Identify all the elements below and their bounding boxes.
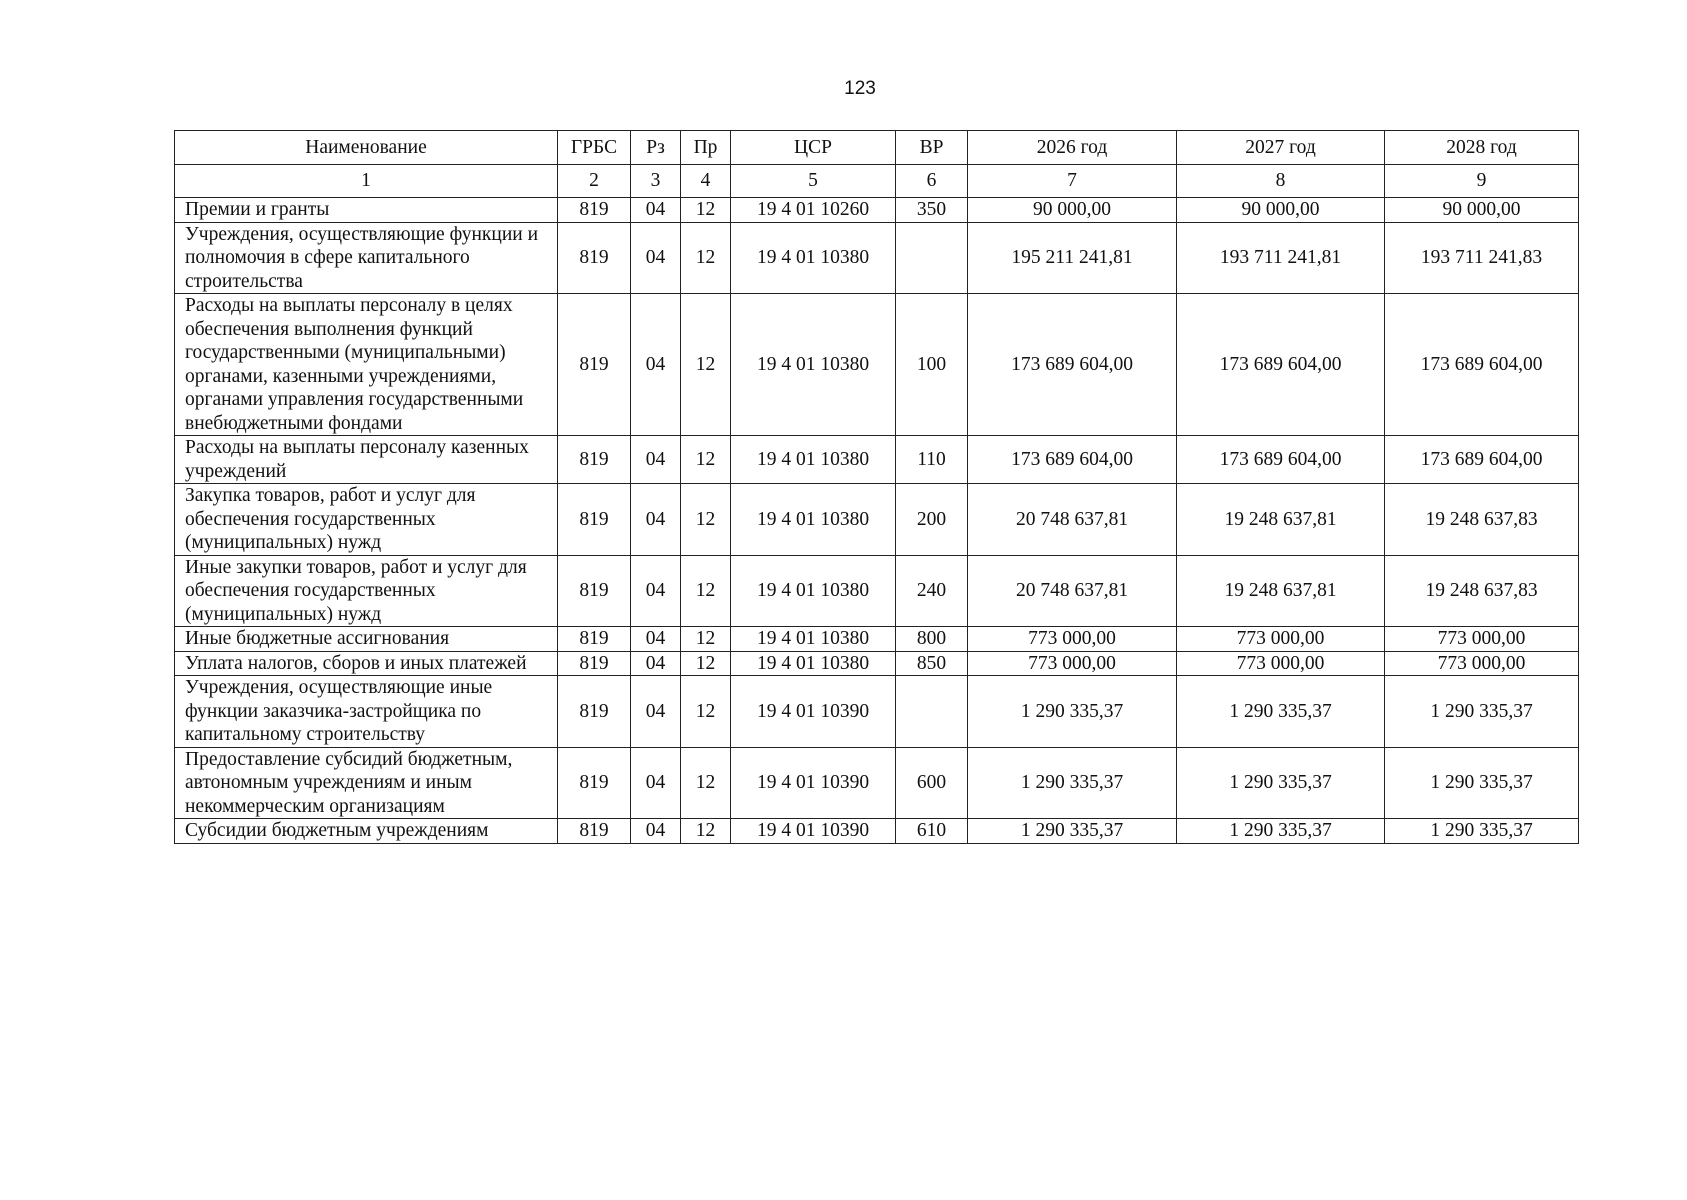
row-2026: 773 000,00: [968, 651, 1177, 676]
table-row: [175, 627, 1579, 652]
header-pr: Пр: [681, 131, 731, 165]
row-vr: 610: [896, 819, 968, 844]
row-grbs: 819: [558, 747, 631, 819]
row-pr: 12: [681, 222, 731, 294]
row-csr: 19 4 01 10390: [731, 747, 896, 819]
row-grbs: 819: [558, 555, 631, 627]
row-csr: 19 4 01 10380: [731, 484, 896, 556]
row-rz: 04: [631, 222, 681, 294]
row-2026: 1 290 335,37: [968, 819, 1177, 844]
row-2027: 1 290 335,37: [1177, 676, 1385, 748]
table-row: [175, 676, 1579, 748]
row-2026: 173 689 604,00: [968, 294, 1177, 436]
row-rz: 04: [631, 819, 681, 844]
row-2028: 1 290 335,37: [1385, 819, 1579, 844]
row-2027: 90 000,00: [1177, 198, 1385, 223]
row-rz: 04: [631, 484, 681, 556]
row-name: Расходы на выплаты персоналу казенных учреждений: [175, 436, 558, 484]
row-csr: 19 4 01 10390: [731, 819, 896, 844]
row-pr: 12: [681, 294, 731, 436]
row-csr: 19 4 01 10380: [731, 651, 896, 676]
row-2027: 173 689 604,00: [1177, 294, 1385, 436]
row-vr: 600: [896, 747, 968, 819]
row-vr: 350: [896, 198, 968, 223]
column-number: 7: [968, 165, 1177, 198]
row-csr: 19 4 01 10390: [731, 676, 896, 748]
row-rz: 04: [631, 198, 681, 223]
row-2027: 19 248 637,81: [1177, 484, 1385, 556]
row-name: Расходы на выплаты персоналу в целях обеспечения выполнения функций государственными (муниципальными) органами, казенными учреждениями, органами управления государственными внебюджетными фондами: [175, 294, 558, 436]
row-name: Учреждения, осуществляющие функции и полномочия в сфере капитального строительства: [175, 222, 558, 294]
row-vr: 800: [896, 627, 968, 652]
row-name: Субсидии бюджетным учреждениям: [175, 819, 558, 844]
row-grbs: 819: [558, 819, 631, 844]
table-row: [175, 484, 1579, 556]
column-number-row: [175, 165, 1579, 198]
header-name: Наименование: [175, 131, 558, 165]
row-rz: 04: [631, 651, 681, 676]
row-2026: 90 000,00: [968, 198, 1177, 223]
row-rz: 04: [631, 436, 681, 484]
row-2026: 1 290 335,37: [968, 676, 1177, 748]
row-grbs: 819: [558, 222, 631, 294]
table-row: [175, 198, 1579, 223]
row-pr: 12: [681, 676, 731, 748]
table-row: [175, 819, 1579, 844]
table-row: [175, 651, 1579, 676]
row-vr: [896, 222, 968, 294]
row-2027: 1 290 335,37: [1177, 819, 1385, 844]
row-2028: 173 689 604,00: [1385, 436, 1579, 484]
row-2028: 90 000,00: [1385, 198, 1579, 223]
row-csr: 19 4 01 10260: [731, 198, 896, 223]
row-2028: 193 711 241,83: [1385, 222, 1579, 294]
row-pr: 12: [681, 651, 731, 676]
row-2027: 173 689 604,00: [1177, 436, 1385, 484]
row-name: Учреждения, осуществляющие иные функции заказчика-застройщика по капитальному строительству: [175, 676, 558, 748]
row-rz: 04: [631, 555, 681, 627]
row-2027: 773 000,00: [1177, 627, 1385, 652]
row-2026: 20 748 637,81: [968, 484, 1177, 556]
row-csr: 19 4 01 10380: [731, 555, 896, 627]
row-grbs: 819: [558, 294, 631, 436]
table-row: [175, 222, 1579, 294]
row-2028: 173 689 604,00: [1385, 294, 1579, 436]
row-rz: 04: [631, 627, 681, 652]
row-name: Иные бюджетные ассигнования: [175, 627, 558, 652]
column-number: 5: [731, 165, 896, 198]
row-grbs: 819: [558, 484, 631, 556]
header-csr: ЦСР: [731, 131, 896, 165]
row-2028: 1 290 335,37: [1385, 747, 1579, 819]
header-2028: 2028 год: [1385, 131, 1579, 165]
row-2026: 173 689 604,00: [968, 436, 1177, 484]
header-row: [175, 131, 1579, 165]
table-row: [175, 294, 1579, 436]
row-vr: 240: [896, 555, 968, 627]
header-grbs: ГРБС: [558, 131, 631, 165]
row-2028: 19 248 637,83: [1385, 555, 1579, 627]
row-2027: 19 248 637,81: [1177, 555, 1385, 627]
header-2027: 2027 год: [1177, 131, 1385, 165]
row-csr: 19 4 01 10380: [731, 627, 896, 652]
row-2028: 773 000,00: [1385, 627, 1579, 652]
row-rz: 04: [631, 676, 681, 748]
row-vr: 850: [896, 651, 968, 676]
row-pr: 12: [681, 627, 731, 652]
row-pr: 12: [681, 747, 731, 819]
row-grbs: 819: [558, 198, 631, 223]
row-2028: 19 248 637,83: [1385, 484, 1579, 556]
row-vr: 200: [896, 484, 968, 556]
column-number: 1: [175, 165, 558, 198]
row-2026: 1 290 335,37: [968, 747, 1177, 819]
row-vr: [896, 676, 968, 748]
row-grbs: 819: [558, 651, 631, 676]
row-2027: 1 290 335,37: [1177, 747, 1385, 819]
header-rz: Рз: [631, 131, 681, 165]
header-vr: ВР: [896, 131, 968, 165]
row-2026: 195 211 241,81: [968, 222, 1177, 294]
table-row: [175, 436, 1579, 484]
row-rz: 04: [631, 294, 681, 436]
table-row: [175, 555, 1579, 627]
row-2027: 773 000,00: [1177, 651, 1385, 676]
column-number: 8: [1177, 165, 1385, 198]
row-pr: 12: [681, 819, 731, 844]
row-pr: 12: [681, 436, 731, 484]
row-2026: 773 000,00: [968, 627, 1177, 652]
column-number: 9: [1385, 165, 1579, 198]
row-2028: 1 290 335,37: [1385, 676, 1579, 748]
row-name: Иные закупки товаров, работ и услуг для обеспечения государственных (муниципальных) нужд: [175, 555, 558, 627]
row-grbs: 819: [558, 436, 631, 484]
column-number: 2: [558, 165, 631, 198]
column-number: 6: [896, 165, 968, 198]
header-2026: 2026 год: [968, 131, 1177, 165]
row-rz: 04: [631, 747, 681, 819]
row-2027: 193 711 241,81: [1177, 222, 1385, 294]
row-name: Закупка товаров, работ и услуг для обеспечения государственных (муниципальных) нужд: [175, 484, 558, 556]
row-vr: 100: [896, 294, 968, 436]
row-pr: 12: [681, 484, 731, 556]
row-vr: 110: [896, 436, 968, 484]
row-pr: 12: [681, 198, 731, 223]
row-name: Предоставление субсидий бюджетным, автономным учреждениям и иным некоммерческим организациям: [175, 747, 558, 819]
page-number: 123: [844, 78, 876, 99]
row-grbs: 819: [558, 627, 631, 652]
row-2028: 773 000,00: [1385, 651, 1579, 676]
budget-table: [174, 130, 1579, 844]
row-csr: 19 4 01 10380: [731, 222, 896, 294]
column-number: 3: [631, 165, 681, 198]
column-number: 4: [681, 165, 731, 198]
row-name: Уплата налогов, сборов и иных платежей: [175, 651, 558, 676]
row-csr: 19 4 01 10380: [731, 436, 896, 484]
row-grbs: 819: [558, 676, 631, 748]
row-name: Премии и гранты: [175, 198, 558, 223]
row-csr: 19 4 01 10380: [731, 294, 896, 436]
row-2026: 20 748 637,81: [968, 555, 1177, 627]
row-pr: 12: [681, 555, 731, 627]
table-row: [175, 747, 1579, 819]
